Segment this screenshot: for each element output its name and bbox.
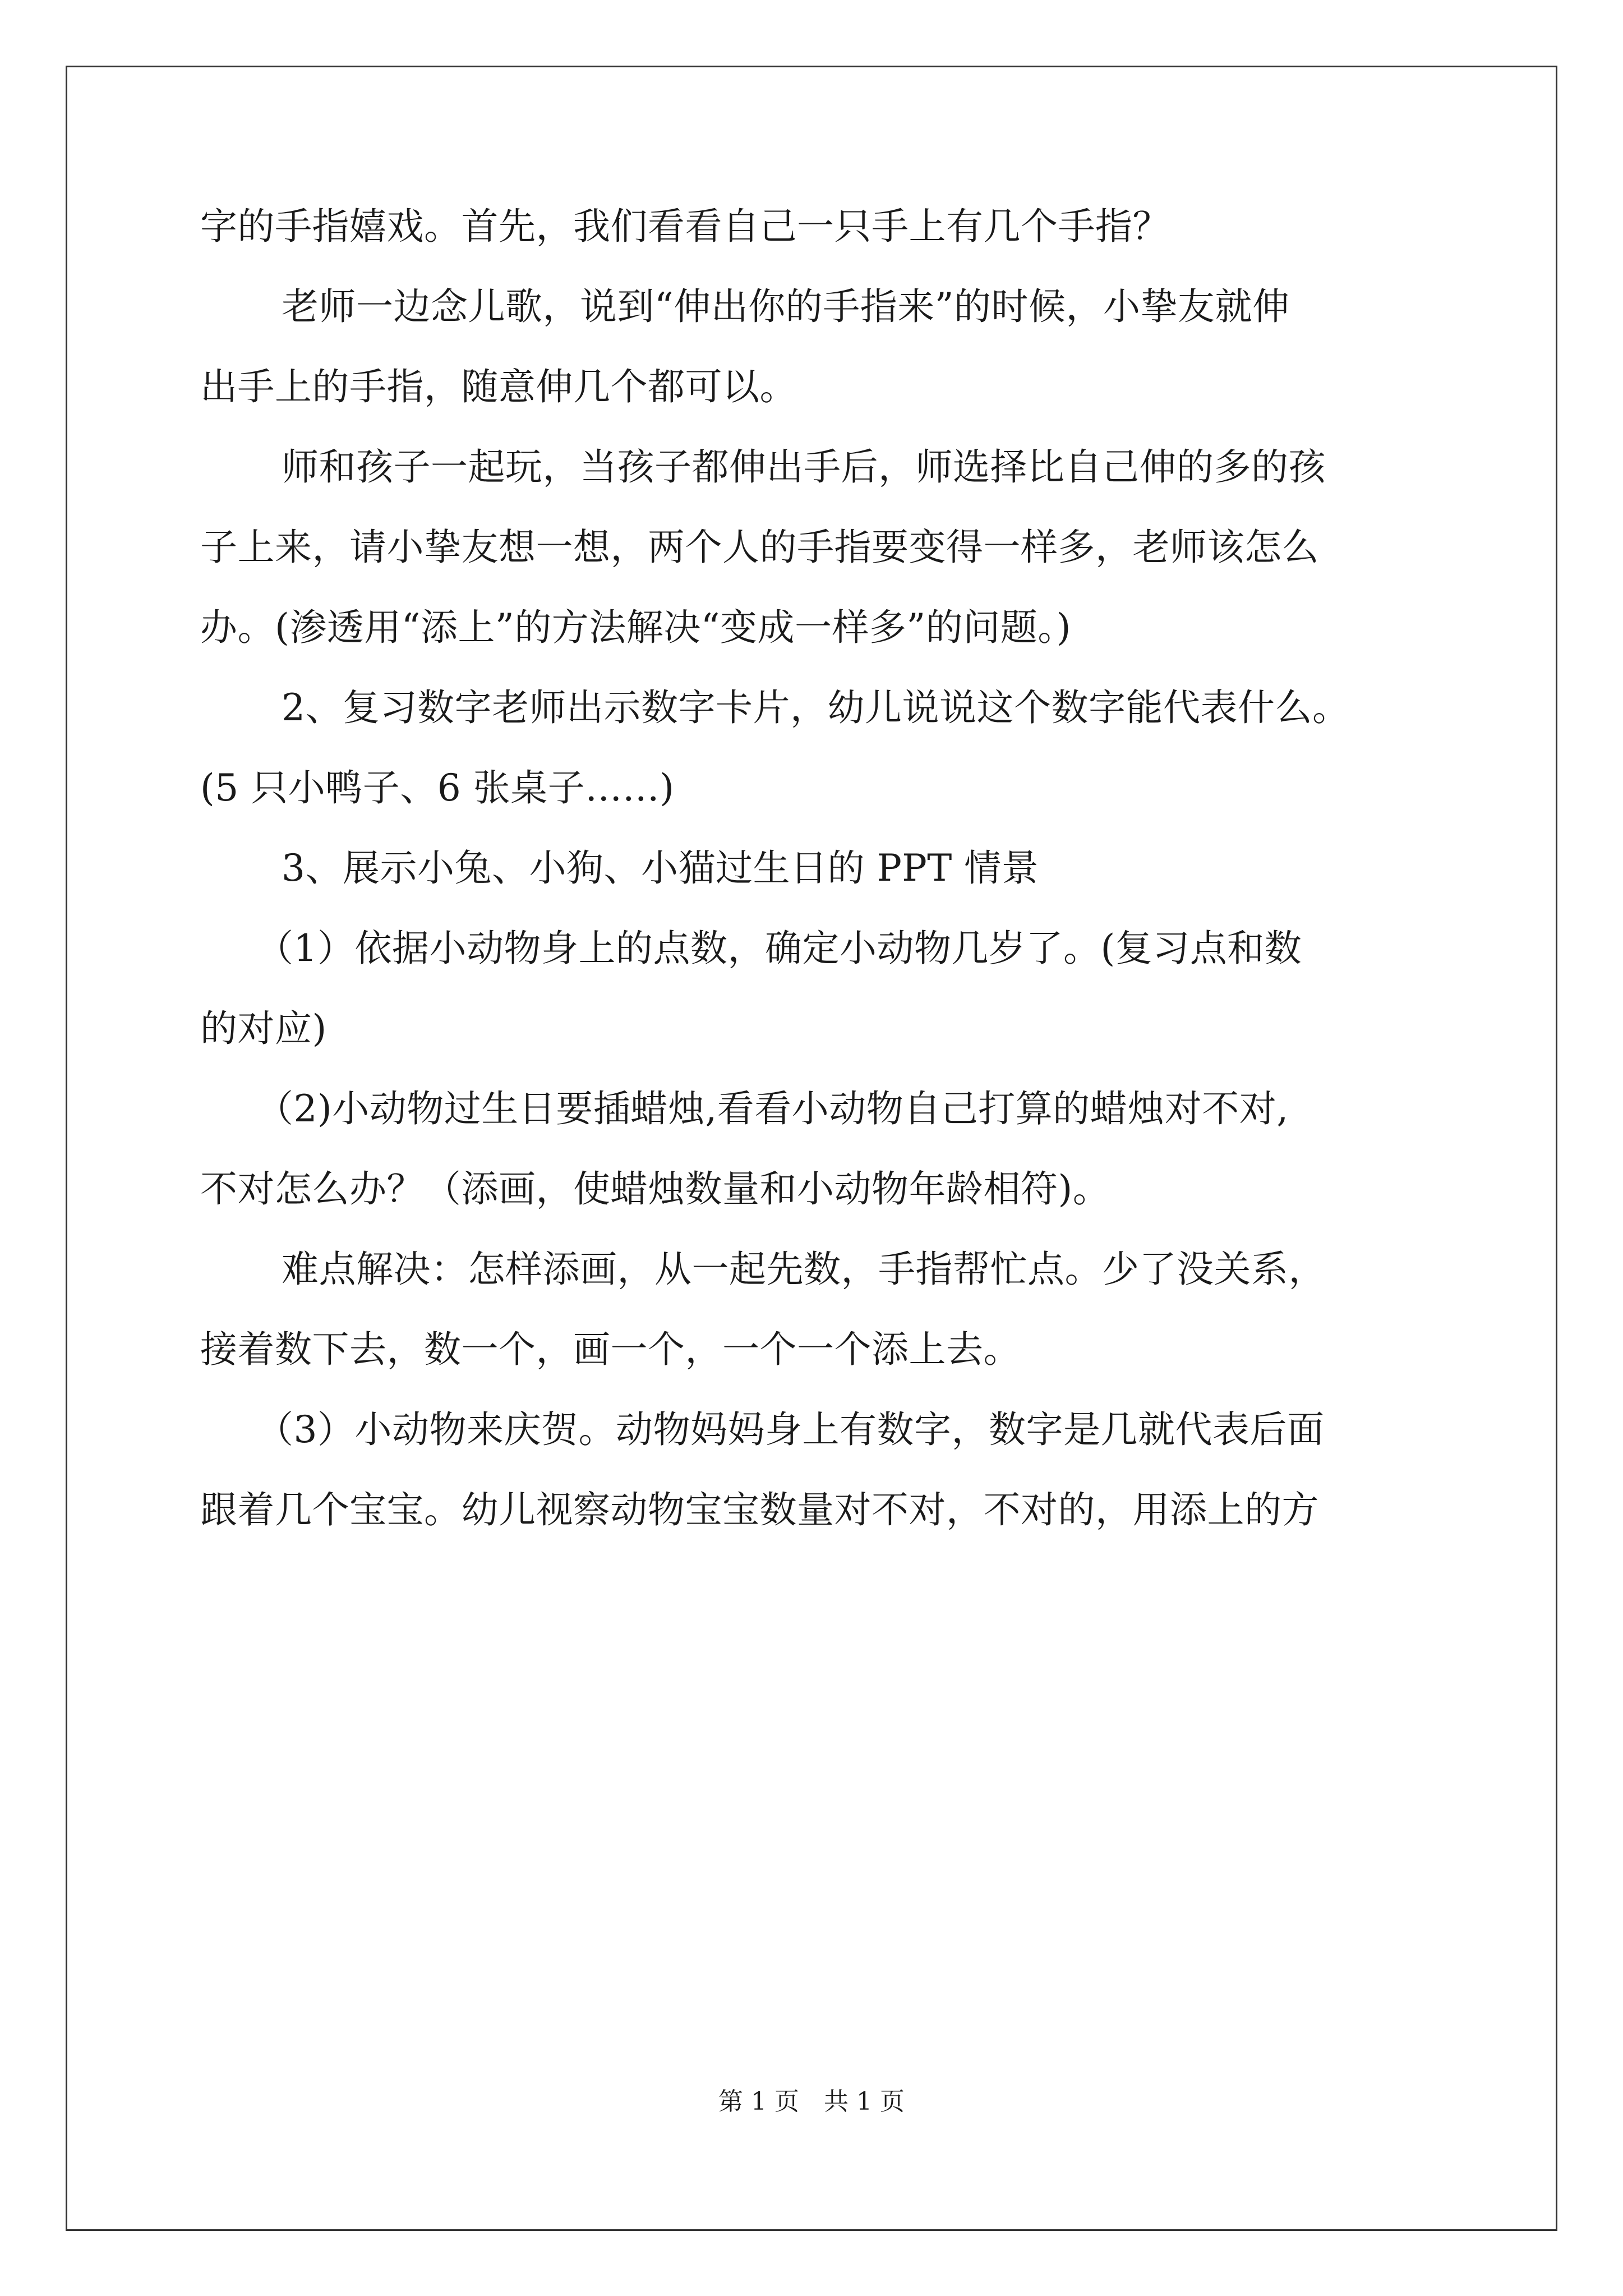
text-line: 师和孩子一起玩，当孩子都伸出手后，师选择比自己伸的多的孩	[282, 445, 1326, 489]
text-line: （3）小动物来庆贺。动物妈妈身上有数字，数字是几就代表后面	[256, 1408, 1325, 1451]
text-line: 出手上的手指，随意伸几个都可以。	[200, 365, 797, 408]
text-line: 2、复习数字老师出示数字卡片，幼儿说说这个数字能代表什么。	[282, 686, 1350, 729]
text-line: 跟着几个宝宝。幼儿视察动物宝宝数量对不对，不对的，用添上的方	[200, 1488, 1319, 1531]
text-line: (5 只小鸭子、6 张桌子……)	[200, 766, 675, 809]
text-line: （1）依据小动物身上的点数，确定小动物几岁了。(复习点和数	[256, 927, 1302, 970]
text-line: 的对应)	[200, 1007, 327, 1050]
text-line: 不对怎么办？（添画，使蜡烛数量和小动物年龄相符)。	[200, 1167, 1110, 1211]
text-line: 字的手指嬉戏。首先，我们看看自己一只手上有几个手指？	[200, 205, 1170, 248]
page-footer: 第 1 页 共 1 页	[718, 2087, 905, 2116]
text-line: 子上来，请小挚友想一想，两个人的手指要变得一样多，老师该怎么	[200, 526, 1319, 569]
text-line: 接着数下去，数一个，画一个，一个一个添上去。	[200, 1328, 1021, 1371]
document-body	[200, 202, 1434, 1531]
text-line: 3、展示小兔、小狗、小猫过生日的 PPT 情景	[282, 846, 1039, 890]
text-line: 难点解决：怎样添画，从一起先数，手指帮忙点。少了没关系，	[282, 1248, 1326, 1291]
text-line: 办。(渗透用“添上”的方法解决“变成一样多”的问题。)	[200, 606, 1071, 649]
text-line: 老师一边念儿歌，说到“伸出你的手指来”的时候，小挚友就伸	[282, 285, 1290, 328]
text-line: （2)小动物过生日要插蜡烛,看看小动物自己打算的蜡烛对不对,	[256, 1087, 1289, 1130]
